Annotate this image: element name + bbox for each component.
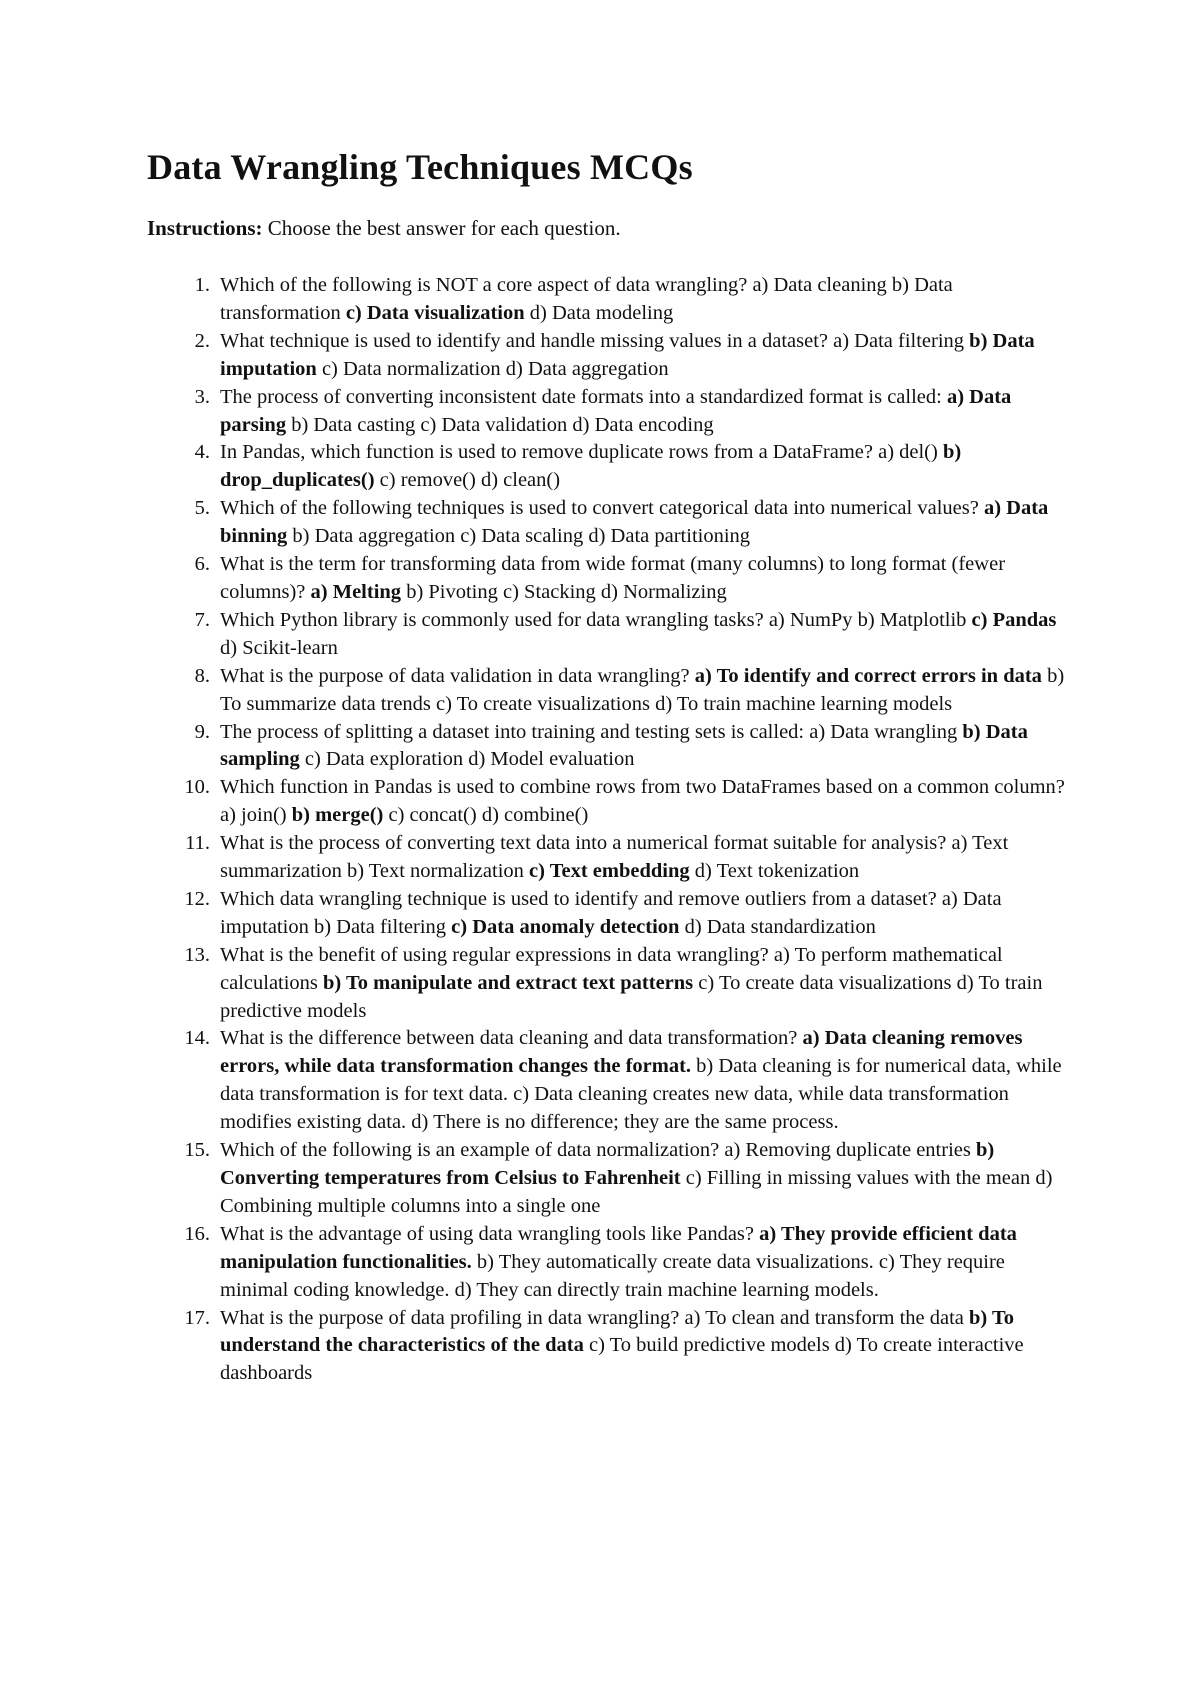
question-text: What is the purpose of data profiling in data wrangling? a) To clean and transform the data [220,1306,970,1329]
question-options: b) They automatically create data visualizations. c) They require minimal coding knowledge. d) They can directly train machine learning models. [220,1250,1005,1301]
answer-text: b) To manipulate and extract text patterns [323,971,694,994]
question-number: 15. [184,1139,210,1162]
question-item [147,439,1067,495]
question-text: The process of splitting a dataset into training and testing sets is called: a) Data wrangling [220,720,963,743]
answer-text: a) Data parsing [220,385,1012,436]
question-text: Which of the following techniques is used to convert categorical data into numerical values? [220,497,984,520]
instructions [147,216,621,241]
question-text: Which function in Pandas is used to combine rows from two DataFrames based on a common column? a) join() [220,776,1065,827]
question-number: 16. [184,1222,210,1245]
answer-text: b) To understand the characteristics of the data [220,1306,1015,1357]
instructions-text: Choose the best answer for each question. [262,216,621,240]
question-options: d) Data modeling [524,301,674,324]
question-number: 11. [185,832,210,855]
question-item [147,607,1067,663]
question-options: c) remove() d) clean() [374,469,561,492]
question-options: c) To build predictive models d) To create interactive dashboards [220,1334,1024,1385]
question-item [147,328,1067,384]
answer-text: b) Data imputation [220,329,1035,380]
question-item [147,1305,1067,1389]
question-item [147,495,1067,551]
question-text: What is the benefit of using regular expressions in data wrangling? a) To perform mathematical calculations [220,943,1003,994]
answer-text: c) Data visualization [345,301,525,324]
question-number: 2. [194,329,210,352]
question-number: 1. [194,274,210,296]
question-options: b) To summarize data trends c) To create visualizations d) To train machine learning models [220,664,1065,715]
page-title: Data Wrangling Techniques MCQs [147,147,693,187]
question-item [147,272,1067,328]
question-text: What technique is used to identify and handle missing values in a dataset? a) Data filtering [220,329,970,352]
question-text: What is the process of converting text data into a numerical format suitable for analysis? a) Text summarization b) Text normalization [220,832,1009,883]
question-options: d) Data standardization [679,915,876,938]
question-number: 10. [184,776,210,799]
question-text: Which of the following is an example of data normalization? a) Removing duplicate entries [220,1139,976,1162]
question-options: d) Text tokenization [689,860,860,883]
question-options: c) Data exploration d) Model evaluation [299,748,635,771]
question-number: 14. [184,1027,210,1050]
answer-text: b) merge() [291,804,384,827]
question-number: 6. [194,553,210,576]
question-text: What is the term for transforming data from wide format (many columns) to long format (fewer columns)? [220,553,1006,603]
question-number: 3. [194,385,210,408]
answer-text: a) To identify and correct errors in data [694,664,1042,687]
question-options: c) Filling in missing values with the mean d) Combining multiple columns into a single one [220,1167,1053,1217]
answer-text: c) Pandas [971,608,1057,631]
question-number: 4. [194,441,210,464]
question-text: Which of the following is NOT a core aspect of data wrangling? a) Data cleaning b) Data transformation [220,274,953,324]
question-list [147,272,1067,1388]
question-item [147,551,1067,607]
question-number: 12. [184,887,210,910]
answer-text: b) drop_duplicates() [220,441,962,492]
question-text: In Pandas, which function is used to remove duplicate rows from a DataFrame? a) del() [220,441,943,464]
question-item [147,1221,1067,1305]
question-text: What is the difference between data cleaning and data transformation? [220,1027,803,1050]
question-options: c) concat() d) combine() [383,804,589,827]
answer-text: c) Text embedding [529,860,690,883]
question-item [147,886,1067,942]
question-item [147,384,1067,440]
question-item [147,1137,1067,1221]
question-number: 7. [194,608,210,631]
question-text: Which data wrangling technique is used to identify and remove outliers from a dataset? a) Data imputation b) Data filtering [220,887,1002,938]
question-options: b) Data aggregation c) Data scaling d) Data partitioning [287,525,751,548]
question-item [147,942,1067,1026]
question-options: d) Scikit-learn [220,636,338,659]
question-number: 9. [194,720,210,743]
question-text: What is the advantage of using data wrangling tools like Pandas? [220,1222,760,1245]
answer-text: a) Melting [310,580,402,603]
answer-text: b) Data sampling [220,720,1028,771]
answer-text: a) Data binning [220,497,1049,548]
question-text: What is the purpose of data validation in data wrangling? [220,664,695,687]
question-options: b) Data casting c) Data validation d) Data encoding [286,413,714,436]
question-options: b) Data cleaning is for numerical data, while data transformation is for text data. c) Data cleaning creates new data, while data transformation modifies existing data. d) There is no difference; they are the same process. [220,1055,1062,1134]
answer-text: c) Data anomaly detection [451,915,680,938]
question-options: b) Pivoting c) Stacking d) Normalizing [401,580,727,603]
answer-text: a) Data cleaning removes errors, while data transformation changes the format. [220,1027,1023,1078]
answer-text: b) Converting temperatures from Celsius to Fahrenheit [220,1139,995,1189]
question-options: c) To create data visualizations d) To train predictive models [220,971,1043,1022]
question-item [147,719,1067,775]
question-item [147,663,1067,719]
question-number: 17. [184,1306,210,1329]
instructions-label: Instructions: [147,216,263,240]
question-item [147,830,1067,886]
answer-text: a) They provide efficient data manipulation functionalities. [220,1222,1017,1273]
question-number: 13. [184,943,210,966]
question-options: c) Data normalization d) Data aggregation [316,357,669,380]
question-text: Which Python library is commonly used for data wrangling tasks? a) NumPy b) Matplotlib [220,608,972,631]
question-item [147,774,1067,830]
question-item [147,1025,1067,1137]
question-number: 8. [194,664,210,687]
question-number: 5. [194,497,210,520]
question-text: The process of converting inconsistent date formats into a standardized format is called: [220,385,947,408]
